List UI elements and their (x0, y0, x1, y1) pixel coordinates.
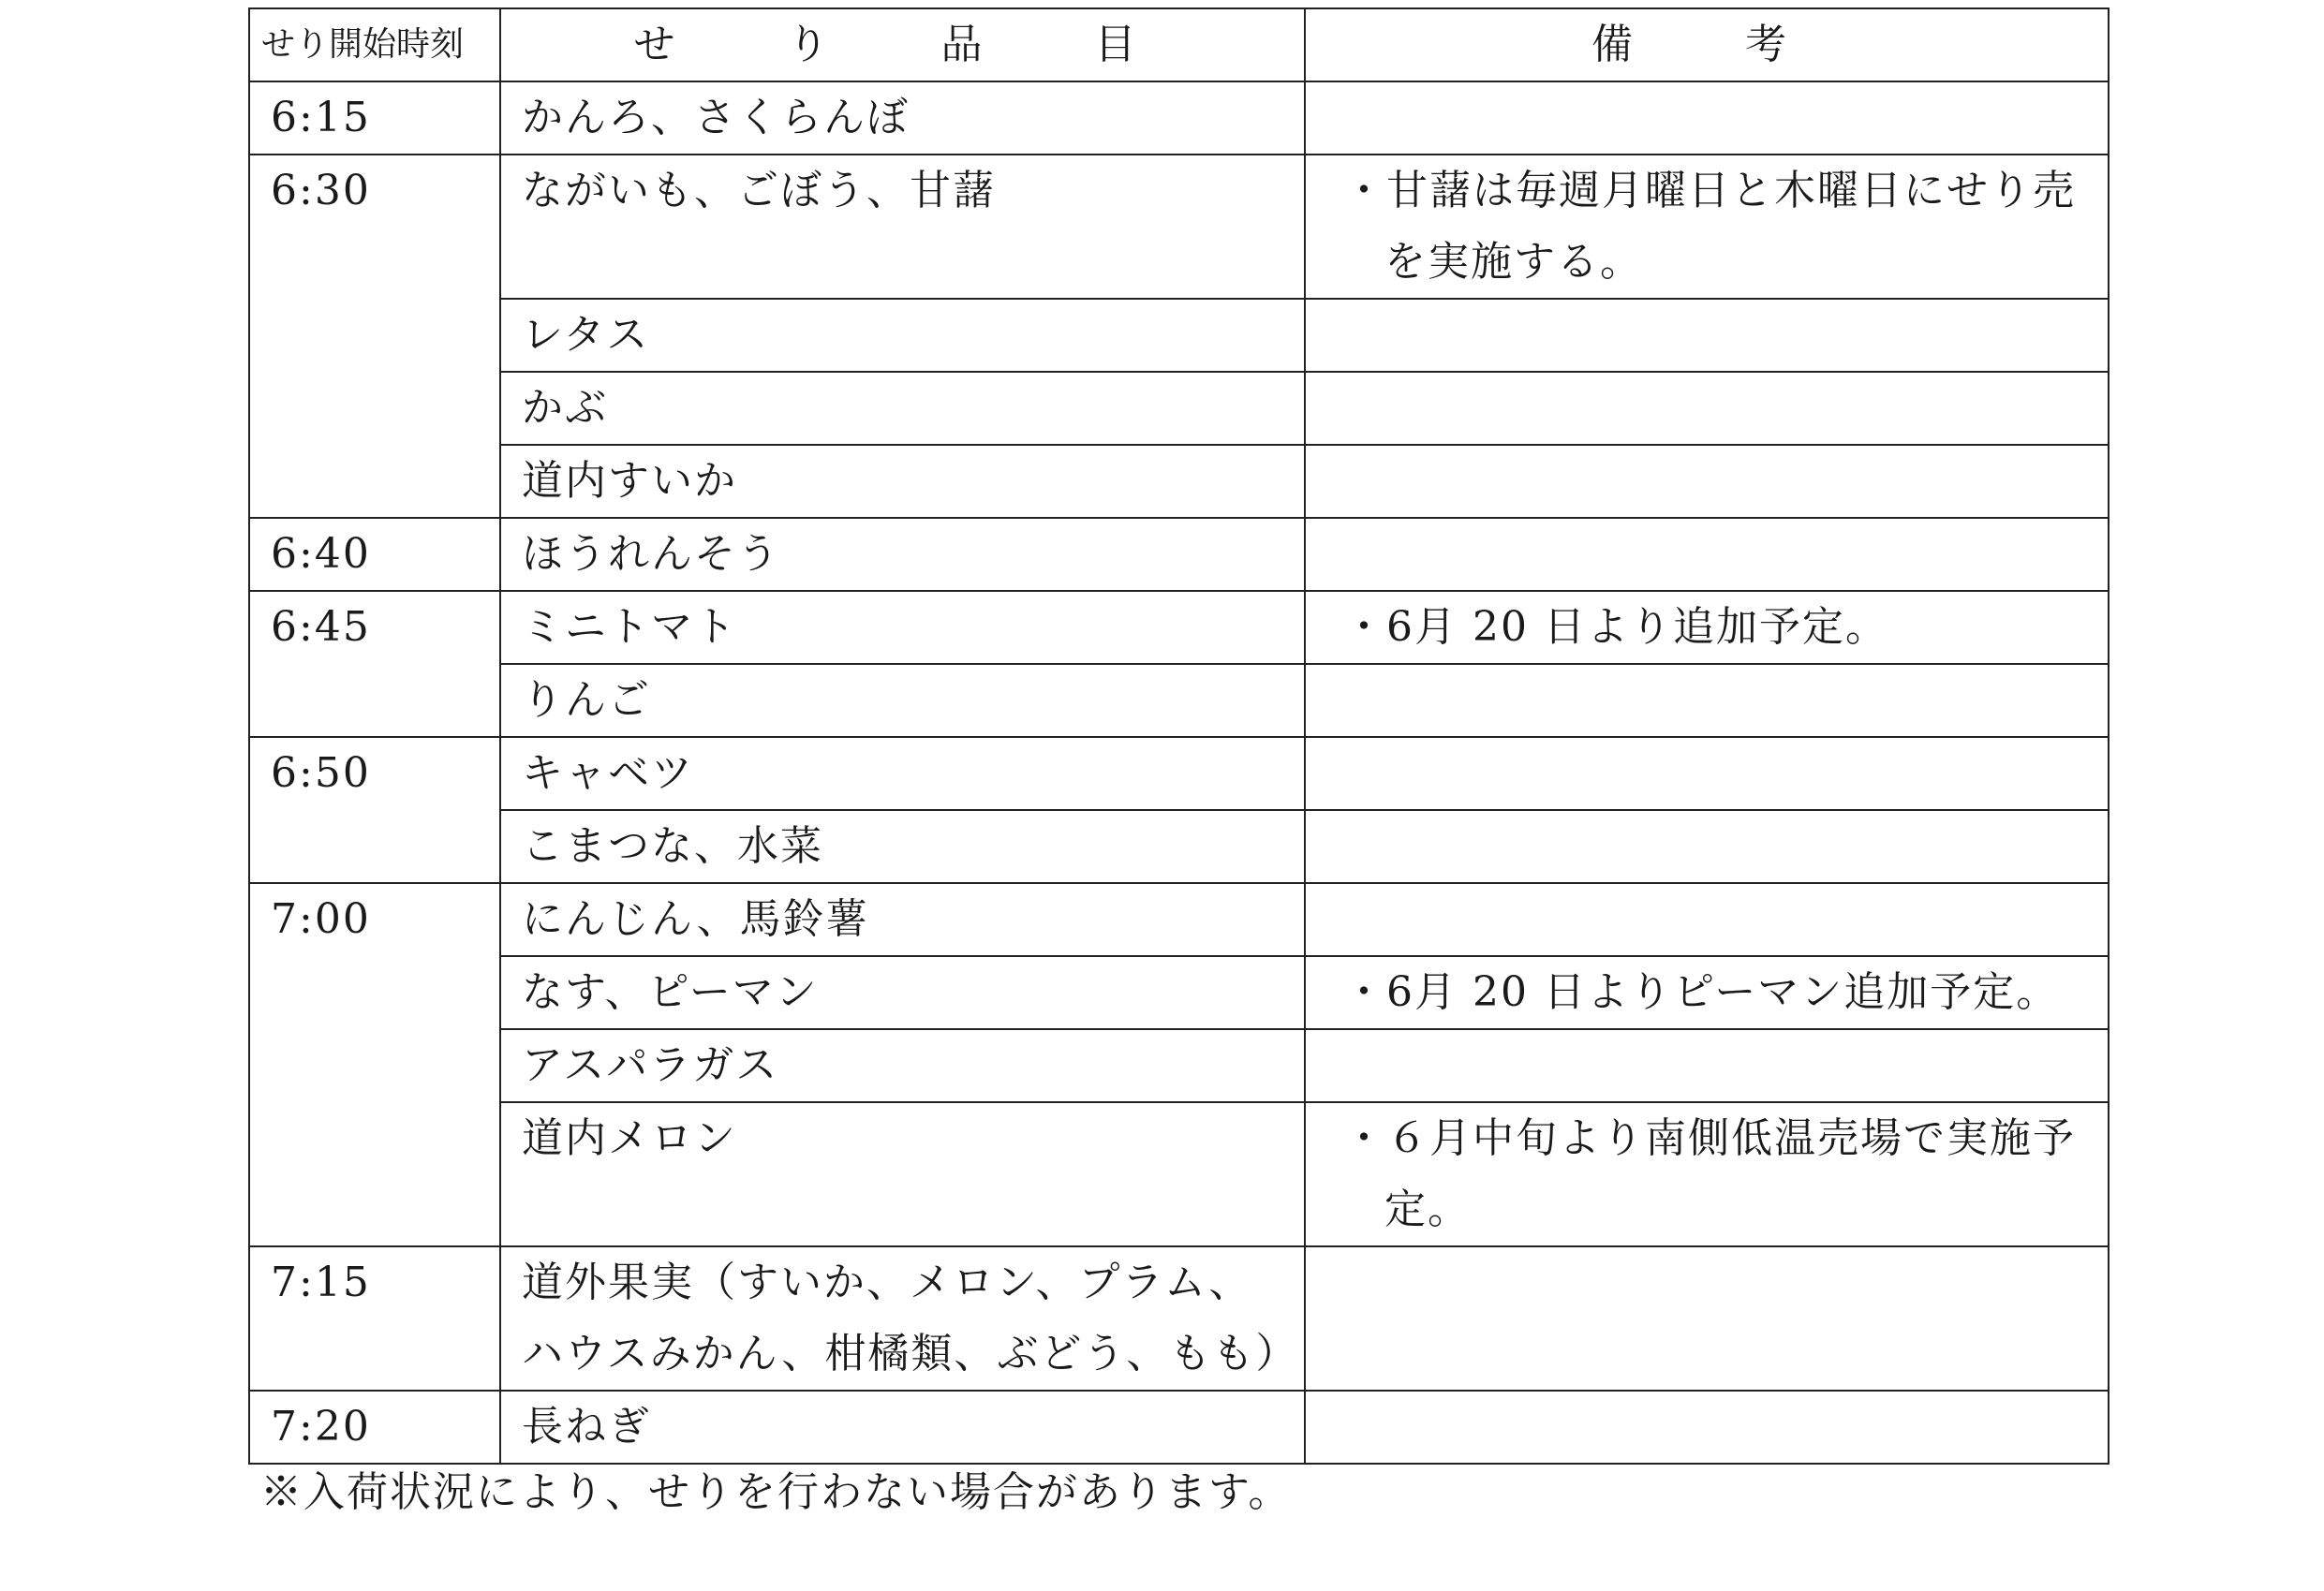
note-cell (1305, 1391, 2109, 1464)
table-row (249, 1391, 2109, 1464)
note-cell (1305, 810, 2109, 883)
footnote: ※入荷状況により、せりを行わない場合があります。 (260, 1468, 1292, 1516)
item-cell: 道内メロン (500, 1102, 1305, 1246)
note-cell (1305, 664, 2109, 737)
note-cell (1305, 445, 2109, 518)
note-text: ・6月 20 日よりピーマン追加予定。 (1343, 968, 2060, 1016)
note-text: ・６月中旬より南側低温売場で実施予定。 (1343, 1114, 2076, 1233)
item-cell: 長ねぎ (500, 1391, 1305, 1464)
table-row (249, 445, 2109, 518)
table-row (249, 1029, 2109, 1102)
table-row (249, 299, 2109, 372)
table-row (249, 372, 2109, 445)
table-row (249, 81, 2109, 155)
note-cell (1305, 518, 2109, 591)
item-cell: キャベツ (500, 737, 1305, 810)
item-cell: ながいも、ごぼう、甘藷 (500, 155, 1305, 299)
table-row (249, 1246, 2109, 1391)
item-cell: 道内すいか (500, 445, 1305, 518)
start-time-cell: 6:15 (249, 81, 500, 155)
item-cell: 道外果実（すいか、メロン、プラム、ハウスみかん、柑橘類、ぶどう、もも） (500, 1246, 1305, 1391)
table-row (249, 810, 2109, 883)
note-cell (1305, 81, 2109, 155)
header-row (249, 8, 2109, 81)
header-item: せ り 品 目 (500, 8, 1305, 81)
note-cell (1305, 1102, 2109, 1246)
header-start-time: せり開始時刻 (249, 8, 500, 81)
table-row (249, 518, 2109, 591)
note-text: ・甘藷は毎週月曜日と木曜日にせり売を実施する。 (1343, 167, 2076, 286)
note-cell (1305, 1029, 2109, 1102)
table-row (249, 1102, 2109, 1246)
note-cell (1305, 737, 2109, 810)
item-cell: アスパラガス (500, 1029, 1305, 1102)
start-time-cell: 6:30 (249, 155, 500, 518)
item-cell: ほうれんそう (500, 518, 1305, 591)
table-row (249, 883, 2109, 956)
start-time-cell: 7:15 (249, 1246, 500, 1391)
item-cell: かんろ、さくらんぼ (500, 81, 1305, 155)
item-cell: こまつな、水菜 (500, 810, 1305, 883)
auction-schedule-table (248, 7, 2109, 1465)
start-time-cell: 6:45 (249, 591, 500, 737)
item-cell: にんじん、馬鈴薯 (500, 883, 1305, 956)
start-time-cell: 6:50 (249, 737, 500, 883)
note-cell (1305, 591, 2109, 664)
note-cell (1305, 299, 2109, 372)
table-row (249, 956, 2109, 1029)
note-text: ・6月 20 日より追加予定。 (1343, 603, 1888, 651)
start-time-cell: 7:00 (249, 883, 500, 1246)
table-row (249, 155, 2109, 299)
table-row (249, 664, 2109, 737)
item-cell: ミニトマト (500, 591, 1305, 664)
item-cell: レタス (500, 299, 1305, 372)
note-cell (1305, 372, 2109, 445)
note-cell (1305, 155, 2109, 299)
note-cell (1305, 956, 2109, 1029)
start-time-cell: 6:40 (249, 518, 500, 591)
item-cell: かぶ (500, 372, 1305, 445)
note-cell (1305, 1246, 2109, 1391)
note-cell (1305, 883, 2109, 956)
table-row (249, 737, 2109, 810)
table-row (249, 591, 2109, 664)
item-cell: りんご (500, 664, 1305, 737)
start-time-cell: 7:20 (249, 1391, 500, 1464)
header-note: 備 考 (1305, 8, 2109, 81)
item-cell: なす、ピーマン (500, 956, 1305, 1029)
